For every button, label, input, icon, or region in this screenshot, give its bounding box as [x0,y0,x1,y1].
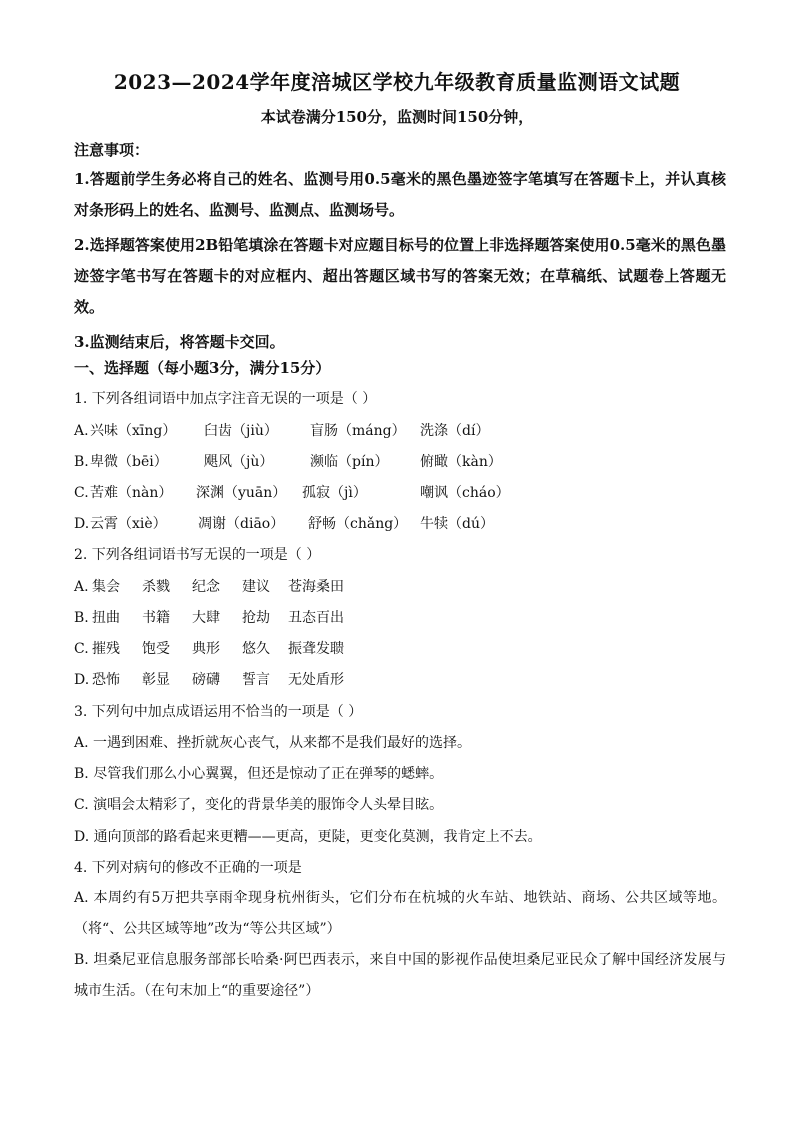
option-item: 典形 [192,641,220,657]
q3-option-d: D. 通向顶部的路看起来更糟——更高，更陡，更变化莫测，我肯定上不去。 [74,829,542,845]
option-item: 振聋发聩 [288,641,344,657]
option-item: 饱受 [142,641,170,657]
option-item: 纪念 [192,579,220,595]
section-heading-choice: 一、选择题（每小题3分，满分15分） [74,359,331,377]
q3-option-a: A. 一遇到困难、挫折就灰心丧气，从来都不是我们最好的选择。 [74,735,472,751]
question-2-stem: 2. 下列各组词语书写无误的一项是（ ） [74,547,321,563]
exam-title: 2023—2024学年度涪城区学校九年级教育质量监测语文试题 [113,70,681,94]
option-item: 摧残 [92,641,120,657]
q4-option-a: A. 本周约有5万把共享雨伞现身杭州街头，它们分布在杭城的火车站、地铁站、商场、公共区域等地。（将“、公共区域等地”改为“等公共区域”） [74,890,726,937]
option-letter: A. [74,423,89,439]
option-item: 丑态百出 [288,610,344,626]
option-letter: C. [74,485,89,501]
option-item: 杀戮 [142,579,170,595]
exam-subtitle: 本试卷满分150分，监测时间150分钟， [260,108,534,126]
option-item: 大肆 [192,610,220,626]
option-item: 扭曲 [92,610,120,626]
option-item: 苍海桑田 [288,579,344,595]
option-item: 深渊（yuān） [196,485,287,501]
option-item: 孤寂（jì） [302,485,367,501]
question-3-stem: 3. 下列句中加点成语运用不恰当的一项是（ ） [74,704,363,720]
question-4-stem: 4. 下列对病句的修改不正确的一项是 [74,860,302,876]
option-letter: A. [74,579,89,595]
option-item: 洗涤（dí） [420,423,490,439]
option-item: 悠久 [242,641,270,657]
option-item: 云霄（xiè） [90,516,167,532]
option-item: 恐怖 [92,672,120,688]
question-1-stem: 1. 下列各组词语中加点字注音无误的一项是（ ） [74,391,377,407]
option-letter: D. [74,672,90,688]
q4-option-b: B. 坦桑尼亚信息服务部部长哈桑·阿巴西表示，来自中国的影视作品使坦桑尼亚民众了解中国经济发展与城市生活。（在句末加上“的重要途径”） [74,952,726,999]
option-item: 卑微（bēi） [90,454,168,470]
option-item: 集会 [92,579,120,595]
option-item: 濒临（pín） [310,454,389,470]
option-item: 飓风（jù） [204,454,274,470]
option-letter: B. [74,610,89,626]
option-item: 兴味（xīng） [90,423,177,439]
option-letter: D. [74,516,90,532]
option-letter: C. [74,641,89,657]
option-item: 盲肠（máng） [310,423,406,439]
option-item: 牛犊（dú） [420,516,494,532]
notice-heading: 注意事项： [74,141,150,159]
notice-item-2: 2.选择题答案使用2B铅笔填涂在答题卡对应题目标号的位置上非选择题答案使用0.5毫米的黑色墨迹签字笔书写在答题卡的对应框内、超出答题区域书写的答案无效；在草稿纸、试题卷上答题无效。 [74,236,726,316]
q3-option-c: C. 演唱会太精彩了，变化的背景华美的服饰令人头晕目眩。 [74,797,444,813]
option-item: 嘲讽（cháo） [420,485,510,501]
option-item: 无处盾形 [288,672,344,688]
q3-option-b: B. 尽管我们那么小心翼翼，但还是惊动了正在弹琴的蟋蟀。 [74,766,444,782]
option-item: 彰显 [142,672,170,688]
notice-block [74,140,726,358]
option-item: 书籍 [142,610,170,626]
option-item: 建议 [242,579,270,595]
option-item: 舒畅（chǎng） [308,516,408,532]
option-item: 俯瞰（kàn） [420,454,502,470]
notice-item-1: 1.答题前学生务必将自己的姓名、监测号用0.5毫米的黑色墨迹签字笔填写在答题卡上，并认真核对条形码上的姓名、监测号、监测点、监测场号。 [74,170,726,219]
notice-item-3: 3.监测结束后，将答题卡交回。 [74,333,285,351]
option-item: 磅礴 [192,672,220,688]
option-letter: B. [74,454,89,470]
option-item: 苦难（nàn） [90,485,173,501]
option-item: 凋谢（diāo） [198,516,285,532]
option-item: 抢劫 [242,610,270,626]
option-item: 誓言 [242,672,270,688]
option-item: 臼齿（jiù） [204,423,278,439]
